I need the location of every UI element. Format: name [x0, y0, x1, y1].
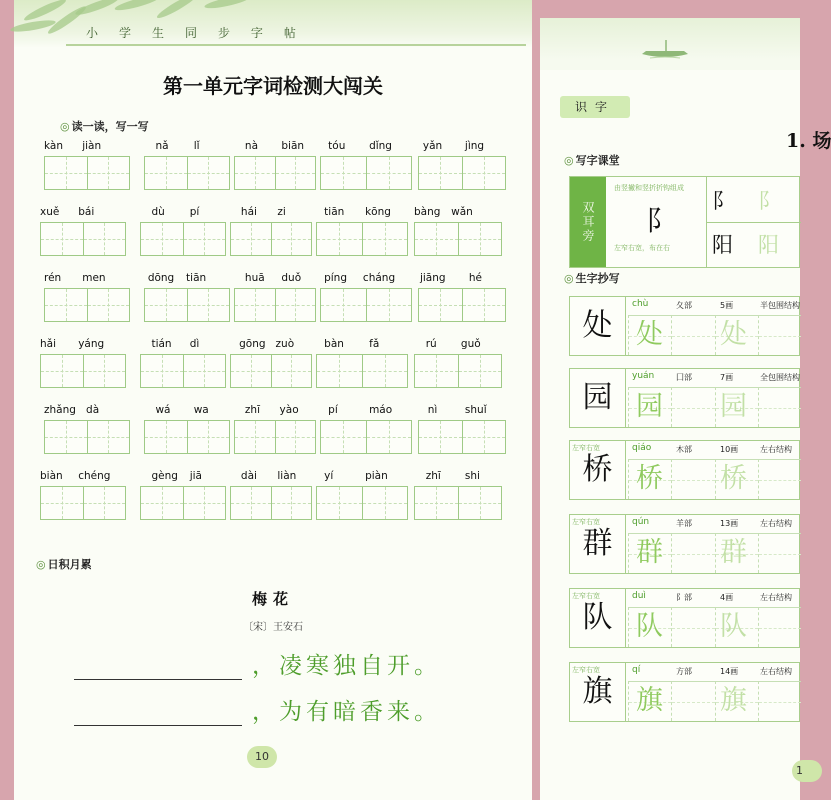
word-block	[418, 272, 506, 322]
workbook-title: 小 学 生 同 步 字 帖	[86, 26, 296, 40]
poem-title: 梅花	[251, 590, 294, 608]
writing-box[interactable]	[459, 354, 503, 388]
writing-box[interactable]	[84, 354, 127, 388]
char-info	[628, 443, 801, 457]
pinyin: men	[82, 272, 106, 284]
writing-box[interactable]	[234, 288, 276, 322]
section-label-daily: ◎ 日积月累	[36, 557, 92, 571]
flower-icon: ◎	[564, 271, 574, 285]
word-block	[316, 206, 408, 256]
header-rule	[66, 44, 526, 46]
pinyin: dài	[240, 470, 257, 482]
flower-icon: ◎	[60, 119, 70, 133]
pinyin: huā	[244, 272, 265, 284]
char-practice-row	[569, 296, 800, 356]
flower-icon: ◎	[36, 557, 46, 571]
char-radical: 方部	[676, 667, 692, 676]
char-strokes: 10画	[720, 445, 739, 454]
pinyin: yáng	[78, 338, 105, 350]
structure-hint: 左窄右宽	[572, 518, 600, 526]
word-block	[44, 140, 130, 190]
pinyin: tóu	[328, 140, 346, 152]
pinyin: jìng	[464, 140, 485, 152]
word-block	[320, 140, 412, 190]
char-structure: 左右结构	[760, 445, 792, 454]
writing-box[interactable]	[276, 156, 317, 190]
char-strokes: 13画	[720, 519, 739, 528]
writing-box[interactable]	[363, 354, 409, 388]
writing-box[interactable]	[272, 486, 313, 520]
page-number: 1	[792, 760, 822, 782]
section-label-copy: ◎ 生字抄写	[564, 271, 620, 285]
word-block	[40, 206, 126, 256]
pinyin: shuǐ	[464, 404, 487, 416]
writing-box[interactable]	[276, 288, 317, 322]
poem-author: 〔宋〕王安石	[243, 622, 303, 633]
writing-box[interactable]	[88, 288, 131, 322]
trace-char-light: 桥	[720, 463, 747, 494]
pinyin: rú	[425, 338, 437, 350]
pinyin: kōng	[365, 206, 391, 218]
pinyin: jiàn	[82, 140, 102, 152]
pinyin: píng	[324, 272, 347, 284]
pinyin: kàn	[44, 140, 63, 152]
word-block	[40, 470, 126, 520]
word-block	[140, 338, 226, 388]
writing-box[interactable]	[44, 420, 88, 454]
pinyin: zhī	[244, 404, 261, 416]
trace-char: 园	[636, 391, 663, 422]
writing-box[interactable]	[44, 288, 88, 322]
writing-box[interactable]	[320, 420, 367, 454]
pinyin: biān	[281, 140, 305, 152]
writing-box[interactable]	[320, 288, 367, 322]
writing-box[interactable]	[276, 420, 317, 454]
section-label-read: ◎ 读一读，写一写	[60, 119, 149, 133]
word-block	[320, 404, 412, 454]
trace-char-light: 旗	[720, 685, 747, 716]
tab-shizi: 识字	[560, 96, 630, 118]
char-info	[628, 299, 801, 313]
lesson-title: 1. 场	[786, 130, 831, 152]
radical-name: 双耳旁	[570, 177, 606, 267]
char-radical: 阝部	[676, 593, 692, 602]
char-info	[628, 517, 801, 531]
model-char: 处	[570, 297, 626, 355]
section-label-class: ◎ 写字课堂	[564, 153, 620, 167]
writing-box[interactable]	[418, 156, 463, 190]
structure-hint: 左窄右宽	[572, 592, 600, 600]
char-pinyin: qún	[632, 517, 650, 527]
writing-box[interactable]	[367, 420, 413, 454]
pinyin: xuě	[40, 206, 60, 218]
radical-panel: 双耳旁 由竖撇和竖折折钩组成 阝 左窄右宽，布在右 阝 阝 阳 阳	[569, 176, 800, 268]
pinyin: dì	[189, 338, 200, 350]
writing-box[interactable]	[188, 156, 231, 190]
word-block	[414, 338, 502, 388]
writing-box[interactable]	[459, 486, 503, 520]
word-block	[414, 470, 502, 520]
char-structure: 全包围结构	[760, 373, 800, 382]
writing-box[interactable]	[140, 354, 184, 388]
pinyin: dà	[86, 404, 100, 416]
word-block	[234, 272, 316, 322]
char-practice-row	[569, 662, 800, 722]
writing-box[interactable]	[140, 486, 184, 520]
writing-box[interactable]	[316, 354, 363, 388]
pinyin: bàn	[324, 338, 344, 350]
writing-box[interactable]	[144, 420, 188, 454]
char-info	[628, 591, 801, 605]
pinyin: wa	[193, 404, 209, 416]
char-radical: 木部	[676, 445, 692, 454]
writing-box[interactable]	[463, 420, 507, 454]
word-block	[414, 206, 502, 256]
flower-icon: ◎	[564, 153, 574, 167]
pinyin: nǎ	[155, 140, 169, 152]
trace-char-light: 处	[720, 319, 747, 350]
pinyin: gōng	[239, 338, 266, 350]
word-block	[44, 272, 130, 322]
pinyin: wǎn	[451, 206, 473, 218]
pinyin: zi	[277, 206, 286, 218]
pinyin: tiān	[324, 206, 345, 218]
char-practice-row	[569, 440, 800, 500]
poem-line-1: ，凌寒独自开。	[74, 652, 441, 680]
writing-box[interactable]	[459, 222, 503, 256]
char-pinyin: yuán	[632, 371, 655, 381]
pinyin: pí	[189, 206, 200, 218]
writing-box[interactable]	[272, 222, 313, 256]
char-structure: 半包围结构	[760, 301, 800, 310]
pinyin: shi	[464, 470, 480, 482]
writing-box[interactable]	[463, 156, 507, 190]
writing-box[interactable]	[230, 354, 272, 388]
pinyin: guǒ	[460, 338, 481, 350]
page-title: 第一单元字词检测大闯关	[163, 74, 383, 98]
word-block	[44, 404, 130, 454]
model-char: 园	[570, 369, 626, 427]
model-char: 旗	[570, 663, 626, 721]
char-structure: 左右结构	[760, 593, 792, 602]
trace-char: 队	[636, 611, 663, 642]
char-strokes: 5画	[720, 301, 734, 310]
pinyin: piàn	[365, 470, 388, 482]
char-radical: 夂部	[676, 301, 692, 310]
char-pinyin: chù	[632, 299, 649, 309]
word-block	[234, 404, 316, 454]
model-char: 群	[570, 515, 626, 573]
writing-box[interactable]	[316, 222, 363, 256]
radical-char: 阝	[646, 204, 675, 237]
writing-box[interactable]	[184, 222, 227, 256]
pinyin: dù	[151, 206, 165, 218]
writing-box[interactable]	[272, 354, 313, 388]
writing-box[interactable]	[363, 486, 409, 520]
word-block	[320, 272, 412, 322]
trace-char: 群	[636, 537, 663, 568]
pinyin: liàn	[277, 470, 297, 482]
pinyin: fǎ	[369, 338, 380, 350]
char-radical: 羊部	[676, 519, 692, 528]
char-info	[628, 371, 801, 385]
writing-box[interactable]	[316, 486, 363, 520]
pinyin: zhī	[425, 470, 441, 482]
pinyin: tiān	[186, 272, 207, 284]
char-practice-row	[569, 588, 800, 648]
word-block	[316, 470, 408, 520]
writing-box[interactable]	[230, 486, 272, 520]
writing-box[interactable]	[84, 486, 127, 520]
pinyin: jiāng	[419, 272, 446, 284]
word-block	[230, 338, 312, 388]
pinyin: chéng	[78, 470, 111, 482]
pinyin: rén	[44, 272, 62, 284]
char-strokes: 14画	[720, 667, 739, 676]
boat-icon	[640, 38, 690, 60]
pinyin: hǎi	[40, 338, 57, 350]
fill-blank[interactable]	[74, 658, 242, 680]
char-strokes: 4画	[720, 593, 734, 602]
pinyin: wá	[155, 404, 171, 416]
structure-hint: 左窄右宽	[572, 444, 600, 452]
writing-box[interactable]	[418, 288, 463, 322]
word-block	[230, 206, 312, 256]
trace-char-light: 园	[720, 391, 747, 422]
word-block	[418, 140, 506, 190]
char-practice-row	[569, 514, 800, 574]
pinyin: cháng	[362, 272, 396, 284]
poem-line-2: ，为有暗香来。	[74, 698, 441, 726]
word-block	[234, 140, 316, 190]
structure-hint: 左窄右宽	[572, 666, 600, 674]
pinyin: yí	[324, 470, 334, 482]
writing-box[interactable]	[144, 156, 188, 190]
writing-box[interactable]	[140, 222, 184, 256]
model-char: 桥	[570, 441, 626, 499]
writing-box[interactable]	[188, 288, 231, 322]
char-structure: 左右结构	[760, 519, 792, 528]
char-pinyin: qí	[632, 665, 641, 675]
trace-char: 旗	[636, 685, 663, 716]
writing-box[interactable]	[463, 288, 507, 322]
radical-examples: 阝 阝 阳 阳	[706, 177, 801, 267]
word-block	[140, 206, 226, 256]
pinyin: zhǎng	[44, 404, 76, 416]
writing-box[interactable]	[184, 486, 227, 520]
writing-box[interactable]	[234, 156, 276, 190]
word-block	[316, 338, 408, 388]
char-pinyin: qiáo	[632, 443, 652, 453]
pinyin: máo	[369, 404, 393, 416]
writing-box[interactable]	[40, 222, 84, 256]
writing-box[interactable]	[144, 288, 188, 322]
writing-box[interactable]	[88, 156, 131, 190]
pinyin: hé	[468, 272, 482, 284]
writing-box[interactable]	[414, 354, 459, 388]
pinyin: lǐ	[193, 140, 200, 152]
pinyin: pí	[328, 404, 338, 416]
writing-box[interactable]	[363, 222, 409, 256]
writing-box[interactable]	[40, 354, 84, 388]
writing-box[interactable]	[320, 156, 367, 190]
page-number: 10	[247, 746, 277, 768]
left-page	[14, 0, 532, 800]
pinyin: yào	[279, 404, 299, 416]
right-page	[540, 18, 831, 800]
pinyin: dōng	[147, 272, 175, 284]
writing-box[interactable]	[414, 486, 459, 520]
pinyin: nì	[427, 404, 438, 416]
writing-box[interactable]	[44, 156, 88, 190]
word-block	[140, 470, 226, 520]
char-structure: 左右结构	[760, 667, 792, 676]
pinyin: tián	[151, 338, 172, 350]
writing-box[interactable]	[84, 222, 127, 256]
writing-box[interactable]	[230, 222, 272, 256]
trace-char-light: 队	[720, 611, 747, 642]
pinyin: jiā	[189, 470, 202, 482]
writing-box[interactable]	[88, 420, 131, 454]
writing-box[interactable]	[188, 420, 231, 454]
char-radical: 囗部	[676, 373, 692, 382]
pinyin: biàn	[40, 470, 63, 482]
pinyin: dǐng	[369, 140, 392, 152]
trace-char-light: 群	[720, 537, 747, 568]
pinyin: hái	[240, 206, 257, 218]
word-block	[144, 404, 230, 454]
writing-box[interactable]	[367, 288, 413, 322]
word-block	[144, 140, 230, 190]
writing-box[interactable]	[367, 156, 413, 190]
word-block	[418, 404, 506, 454]
char-info	[628, 665, 801, 679]
pinyin: bái	[78, 206, 95, 218]
word-block	[230, 470, 312, 520]
writing-box[interactable]	[184, 354, 227, 388]
trace-char: 处	[636, 319, 663, 350]
model-char: 队	[570, 589, 626, 647]
trace-char: 桥	[636, 463, 663, 494]
char-strokes: 7画	[720, 373, 734, 382]
pinyin: bàng	[414, 206, 441, 218]
pinyin: duǒ	[281, 272, 302, 284]
pinyin: gèng	[151, 470, 178, 482]
char-practice-row	[569, 368, 800, 428]
word-block	[144, 272, 230, 322]
pinyin: yǎn	[422, 140, 443, 152]
writing-box[interactable]	[234, 420, 276, 454]
writing-box[interactable]	[414, 222, 459, 256]
pinyin: zuò	[275, 338, 295, 350]
writing-box[interactable]	[418, 420, 463, 454]
pinyin: nà	[244, 140, 259, 152]
char-pinyin: duì	[632, 591, 646, 601]
writing-box[interactable]	[40, 486, 84, 520]
word-block	[40, 338, 126, 388]
fill-blank[interactable]	[74, 704, 242, 726]
